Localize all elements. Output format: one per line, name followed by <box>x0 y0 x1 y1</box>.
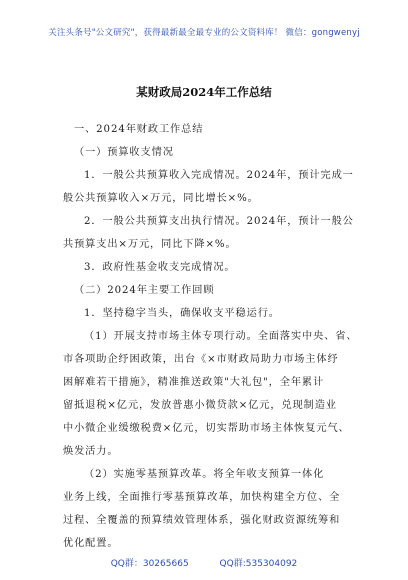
paragraph-line: 业务上线，全面推行零基预算改革，加快构建全方位、全 <box>63 492 341 503</box>
paragraph-line: 般公共预算收入×万元，同比增长×%。 <box>63 193 259 204</box>
paragraph-line: 市各项助企纾困政策，出台《×市财政局助力市场主体纾 <box>63 354 339 365</box>
document-title: 某财政局2024年工作总结 <box>136 85 272 99</box>
paragraph-line: （1）开展支持市场主体专项行动。全面落实中央、省、 <box>84 331 358 342</box>
subheading-1: （一）预算收支情况 <box>74 147 174 158</box>
heading-1: 一、2024年财政工作总结 <box>74 124 204 135</box>
paragraph-line: 1．坚持稳字当头，确保收支平稳运行。 <box>84 308 280 319</box>
paragraph-line: 过程、全覆盖的预算绩效管理体系，强化财政资源统筹和 <box>63 515 341 526</box>
footer <box>0 556 408 569</box>
paragraph-line: 3．政府性基金收支完成情况。 <box>84 262 236 273</box>
header-banner: 关注头条号"公文研究"，获得最新最全最专业的公文资料库！ 微信：gongwenyj <box>48 28 360 38</box>
paragraph-line: 中小微企业缓缴税费×亿元，切实帮助市场主体恢复元气、 <box>63 423 350 434</box>
paragraph-line: 焕发活力。 <box>63 446 119 457</box>
paragraph-line: 优化配置。 <box>63 538 119 549</box>
paragraph-line: 困解难若干措施》，精准推送政策"大礼包"，全年累计 <box>63 377 325 388</box>
footer-qq-group-1: QQ群：30265665 <box>110 559 189 569</box>
paragraph-line: 1．一般公共预算收入完成情况。2024年，预计完成一 <box>84 170 354 181</box>
subheading-2: （二）2024年主要工作回顾 <box>74 285 215 296</box>
footer-qq-group-2: QQ群:535304092 <box>219 559 298 569</box>
paragraph-line: 2．一般公共预算支出执行情况。2024年，预计一般公 <box>84 216 354 227</box>
paragraph-line: 共预算支出×万元，同比下降×%。 <box>63 239 237 250</box>
paragraph-line: （2）实施零基预算改革。将全年收支预算一体化 <box>84 469 325 480</box>
paragraph-line: 留抵退税×亿元，发放普惠小微贷款×亿元，兑现制造业 <box>63 400 337 411</box>
